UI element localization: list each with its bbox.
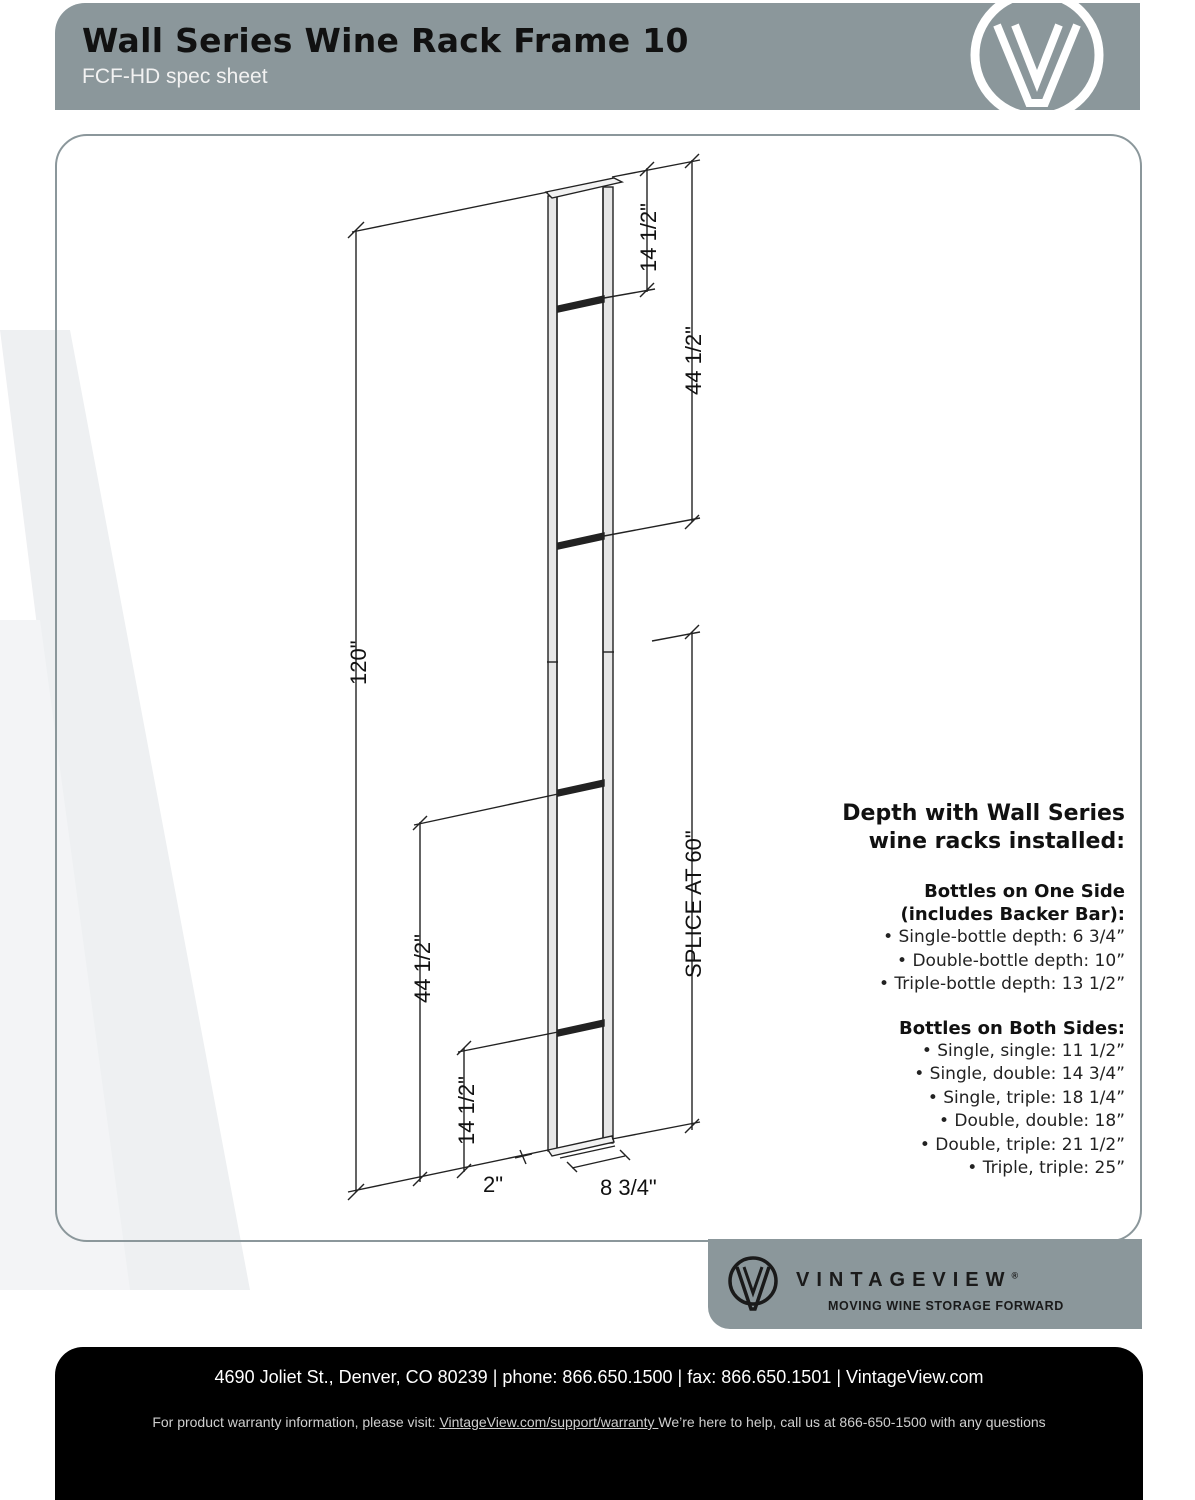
brand-tagline: MOVING WINE STORAGE FORWARD — [828, 1299, 1064, 1313]
registered-mark: ® — [1011, 1270, 1019, 1281]
page-title: Wall Series Wine Rack Frame 10 — [82, 21, 689, 60]
warranty-line — [55, 1414, 1143, 1430]
dim-lower-span-label: 44 1/2" — [410, 934, 435, 1003]
contact-line: 4690 Joliet St., Denver, CO 80239 | phone: 866.650.1500 | fax: 866.650.1501 | VintageView.com — [214, 1367, 984, 1387]
one-side-title-line1: Bottles on One Side — [924, 881, 1125, 902]
depth-specs — [705, 800, 1125, 1181]
dim-bottom-gap-label: 14 1/2" — [454, 1076, 479, 1145]
dim-top-gap-label: 14 1/2" — [636, 203, 661, 272]
one-side-item: • Single-bottle depth: 6 3/4” — [883, 927, 1125, 947]
warranty-link[interactable]: VintageView.com/support/warranty — [439, 1414, 659, 1430]
frame-technical-drawing — [300, 140, 760, 1210]
both-sides-item: • Double, double: 18” — [939, 1111, 1125, 1131]
dim-frame-width-label: 8 3/4" — [600, 1175, 657, 1200]
header-bar — [55, 3, 1140, 110]
one-side-title-line2: (includes Backer Bar): — [900, 904, 1125, 925]
both-sides-title: Bottles on Both Sides: — [898, 1017, 1125, 1039]
brand-block — [708, 1239, 1142, 1329]
one-side-item: • Triple-bottle depth: 13 1/2” — [878, 974, 1125, 994]
vintageview-badge-icon — [724, 1249, 782, 1317]
brand-name-text: VINTAGEVIEW — [796, 1269, 1012, 1291]
both-sides-item: • Single, triple: 18 1/4” — [927, 1087, 1125, 1108]
one-side-item: • Double-bottle depth: 10” — [897, 950, 1125, 971]
both-sides-item: • Double, triple: 21 1/2” — [919, 1134, 1125, 1155]
vintageview-logo-icon — [967, 3, 1107, 115]
both-sides-item: • Single, single: 11 1/2” — [921, 1040, 1125, 1061]
dim-bar-width-label: 2" — [483, 1172, 504, 1197]
splice-label: SPLICE AT 60" — [681, 830, 706, 978]
footer-bar — [55, 1347, 1143, 1500]
specs-heading-line2: wine racks installed: — [868, 829, 1125, 854]
warranty-suffix: We’re here to help, call us at 866-650-1500 with any questions — [658, 1414, 1046, 1430]
warranty-prefix: For product warranty information, please visit: — [152, 1414, 440, 1430]
both-sides-item: • Single, double: 14 3/4” — [914, 1064, 1125, 1084]
dim-upper-span-label: 44 1/2" — [681, 326, 706, 395]
brand-name — [796, 1269, 1018, 1292]
dim-total-height-label: 120" — [346, 640, 371, 685]
specs-heading-line1: Depth with Wall Series — [842, 801, 1125, 826]
both-sides-item: • Triple, triple: 25” — [967, 1158, 1125, 1178]
page-subtitle: FCF-HD spec sheet — [82, 65, 268, 88]
